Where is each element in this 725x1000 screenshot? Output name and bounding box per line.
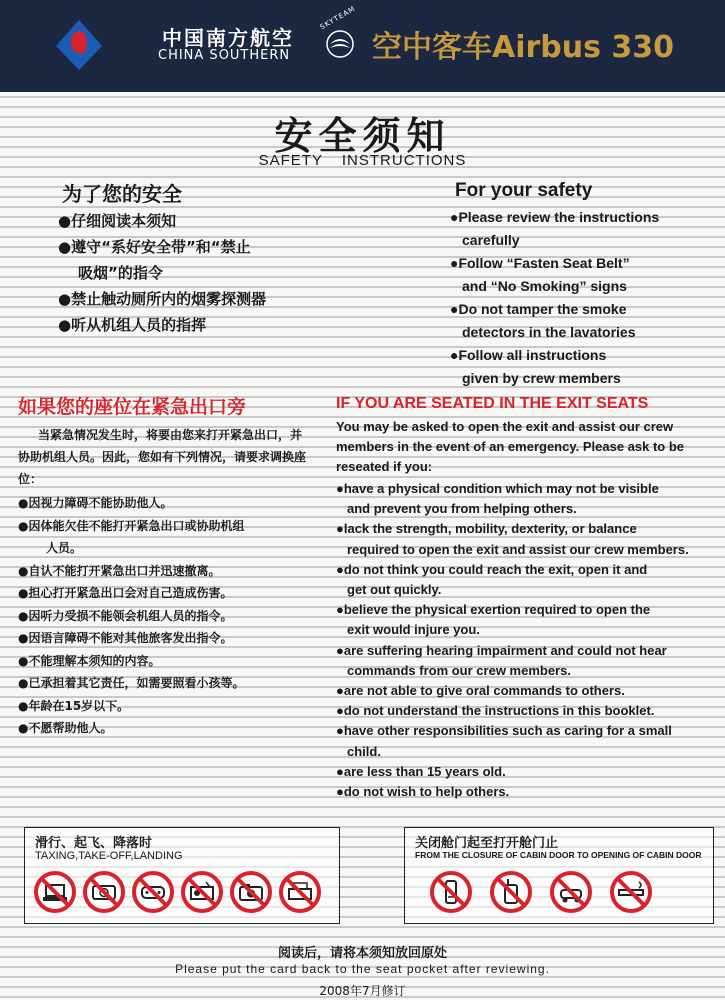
no-radio-icon [180, 870, 224, 914]
list-item: ●禁止触动厕所内的烟雾探测器 [58, 290, 267, 308]
list-item: ●are suffering hearing impairment and could not hear [336, 642, 667, 658]
list-item: ●Follow “Fasten Seat Belt” [450, 255, 630, 271]
box-heading-cn: 关闭舱门起至打开舱门止 [415, 836, 559, 851]
list-item-continuation: 人员。 [46, 541, 83, 555]
china-southern-logo-icon [54, 18, 104, 72]
no-smoking-icon [609, 870, 653, 914]
list-item: ●遵守“系好安全带”和“禁止 [58, 238, 251, 256]
list-item-continuation: and prevent you from helping others. [347, 501, 577, 517]
list-item: ●lack the strength, mobility, dexterity, or balance [336, 521, 637, 537]
list-item: ●believe the physical exertion required to open the [336, 602, 651, 618]
list-item: ●仔细阅读本须知 [58, 212, 177, 230]
list-item: ●不能理解本须知的内容。 [18, 653, 161, 668]
list-item: ●Please review the instructions [450, 209, 660, 225]
list-item: ●Follow all instructions [450, 347, 607, 363]
revision-date: 2008年7月修订 [319, 984, 406, 998]
list-item: ●do not wish to help others. [336, 784, 510, 800]
list-item-continuation: get out quickly. [347, 582, 442, 598]
exit-seats-heading-cn: 如果您的座位在紧急出口旁 [18, 396, 247, 418]
list-item: ●因体能欠佳不能打开紧急出口或协助机组 [18, 518, 245, 533]
skyteam-text: SKYTEAM [318, 4, 357, 32]
list-item-continuation: detectors in the lavatories [462, 324, 636, 340]
page-title-cn: 安全须知 [274, 114, 451, 158]
page-title-en: SAFETY INSTRUCTIONS [258, 152, 467, 169]
list-item: ●have a physical condition which may not be visible [336, 481, 659, 496]
list-item: ●do not understand the instructions in this booklet. [336, 703, 655, 719]
list-item: ●已承担着其它责任，如需要照看小孩等。 [18, 676, 245, 690]
box-heading-cn: 滑行、起飞、降落时 [35, 836, 153, 851]
exit-seats-list-cn [18, 492, 318, 740]
skyteam-logo [316, 4, 360, 66]
list-item-continuation: commands from our crew members. [347, 662, 571, 678]
list-item: ●自认不能打开紧急出口并迅速撤离。 [18, 563, 221, 578]
exit-seats-intro-cn: 当紧急情况发生时，将要由您来打开紧急出口，并协助机组人员。因此，您如有下列情况，请要求调换座位： [18, 428, 307, 486]
list-item: ●因语言障碍不能对其他旅客发出指令。 [18, 631, 233, 645]
prohibited-devices-row [429, 870, 653, 914]
list-item: ●听从机组人员的指挥 [58, 316, 207, 334]
safety-list-en [450, 206, 710, 390]
no-laptop-icon [33, 870, 77, 914]
brand-name-en: CHINA SOUTHERN [158, 48, 291, 63]
list-item: ●担心打开紧急出口会对自己造成伤害。 [18, 586, 233, 600]
footer-note-cn: 阅读后，请将本须知放回原处 [277, 946, 447, 961]
footer-note-en: Please put the card back to the seat pocket after reviewing. [175, 962, 550, 976]
exit-seats-heading-en: IF YOU ARE SEATED IN THE EXIT SEATS [336, 395, 649, 412]
aircraft-title: 空中客车Airbus 330 [372, 30, 675, 65]
list-item-continuation: required to open the exit and assist our crew members. [347, 541, 689, 557]
list-item: ●are less than 15 years old. [336, 763, 506, 779]
no-cd-player-icon [82, 870, 126, 914]
list-item: ●Do not tamper the smoke [450, 301, 627, 317]
list-item-continuation: carefully [462, 232, 520, 248]
cabin-door-box [404, 827, 714, 924]
safety-heading-cn: 为了您的安全 [62, 182, 182, 206]
box-heading-en: TAXING,TAKE-OFF,LANDING [35, 850, 183, 862]
no-remote-control-toy-icon [549, 870, 593, 914]
list-item-continuation: exit would injure you. [347, 622, 480, 638]
list-item: ●do not think you could reach the exit, open it and [336, 561, 648, 577]
list-item-continuation: child. [347, 743, 381, 759]
list-item-continuation: and “No Smoking” signs [462, 278, 627, 294]
brand-name-cn: 中国南方航空 [162, 26, 294, 50]
prohibited-devices-row [33, 870, 322, 914]
box-heading-en: FROM THE CLOSURE OF CABIN DOOR TO OPENING OF CABIN DOOR [415, 850, 702, 860]
list-item: 吸烟”的指令 [78, 264, 163, 282]
exit-seats-list-en [336, 479, 724, 802]
no-mobile-phone-icon [429, 870, 473, 914]
no-walkie-talkie-icon [489, 870, 533, 914]
safety-list-cn [58, 208, 338, 338]
list-item: ●不愿帮助他人。 [18, 721, 113, 735]
list-item: ●are not able to give oral commands to others. [336, 683, 625, 699]
list-item: ●年龄在15岁以下。 [18, 698, 130, 713]
exit-seats-intro-en: You may be asked to open the exit and assist our crew members in the event of an emergency. Please ask to be reseated if you: [336, 419, 685, 474]
safety-heading-en: For your safety [455, 180, 593, 201]
no-printer-icon [278, 870, 322, 914]
no-camera-icon [229, 870, 273, 914]
no-game-console-icon [131, 870, 175, 914]
list-item: ●因视力障碍不能协助他人。 [18, 496, 173, 510]
list-item: ●因听力受损不能领会机组人员的指令。 [18, 608, 233, 623]
list-item: ●have other responsibilities such as caring for a small [336, 723, 672, 739]
taxi-takeoff-landing-box [24, 827, 340, 924]
list-item-continuation: given by crew members [462, 370, 621, 386]
